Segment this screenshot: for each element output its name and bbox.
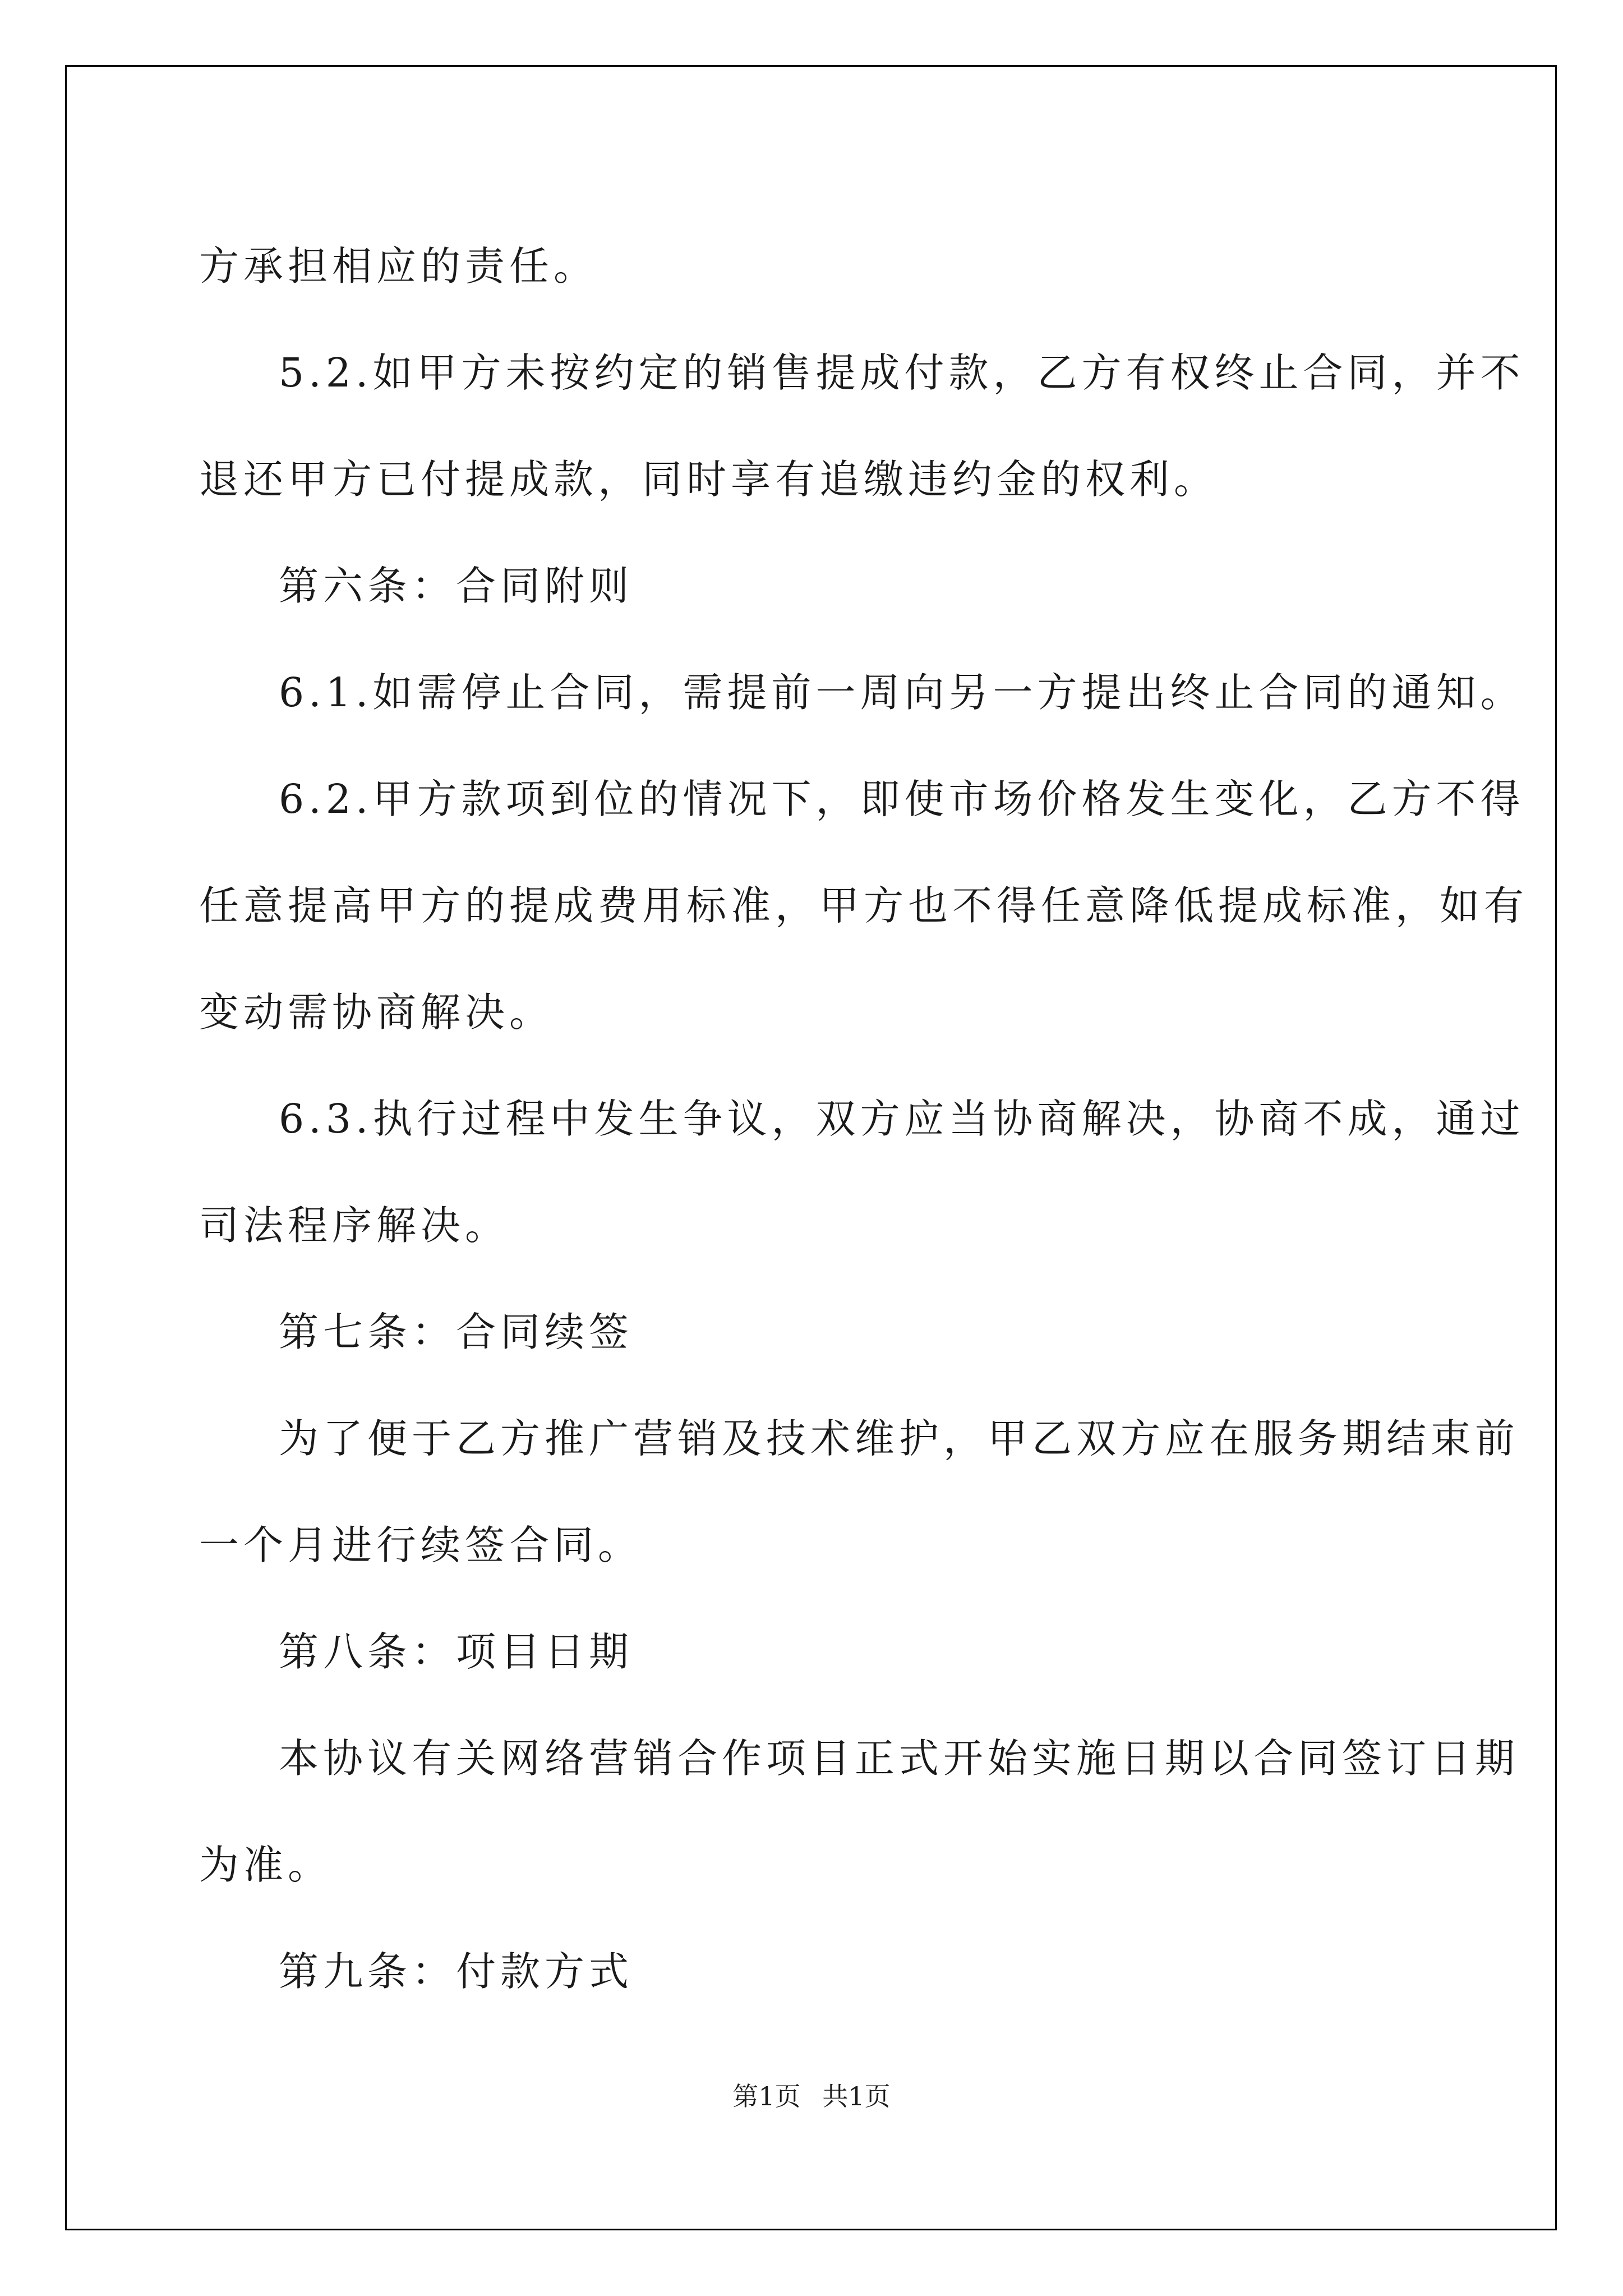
section-heading: 第八条：项目日期 (279, 1628, 634, 1675)
paragraph-line: 为了便于乙方推广营销及技术维护，甲乙双方应在服务期结束前 (279, 1415, 1520, 1462)
page-footer (0, 2079, 1623, 2113)
paragraph-line: 司法程序解决。 (199, 1202, 510, 1249)
section-heading: 第七条：合同续签 (279, 1309, 634, 1355)
paragraph-line: 变动需协商解决。 (199, 989, 554, 1036)
paragraph-line: 5.2.如甲方未按约定的销售提成付款，乙方有权终止合同，并不 (279, 349, 1525, 396)
paragraph-line: 6.3.执行过程中发生争议，双方应当协商解决，协商不成，通过 (279, 1096, 1525, 1142)
page-number: 第1页 (732, 2081, 801, 2111)
document-body (199, 213, 1529, 2025)
paragraph-line: 退还甲方已付提成款，同时享有追缴违约金的权利。 (199, 456, 1219, 503)
paragraph-line: 任意提高甲方的提成费用标准，甲方也不得任意降低提成标准，如有 (199, 882, 1529, 929)
section-heading: 第九条：付款方式 (279, 1948, 634, 1995)
paragraph-line: 一个月进行续签合同。 (199, 1522, 643, 1568)
section-heading: 第六条：合同附则 (279, 563, 634, 609)
paragraph-line: 本协议有关网络营销合作项目正式开始实施日期以合同签订日期 (279, 1735, 1520, 1782)
paragraph-line: 6.2.甲方款项到位的情况下，即使市场价格发生变化，乙方不得 (279, 776, 1525, 822)
paragraph-line: 为准。 (199, 1842, 333, 1888)
paragraph-line: 6.1.如需停止合同，需提前一周向另一方提出终止合同的通知。 (279, 669, 1525, 716)
page-total: 共1页 (822, 2081, 891, 2111)
paragraph-line: 方承担相应的责任。 (199, 243, 598, 289)
